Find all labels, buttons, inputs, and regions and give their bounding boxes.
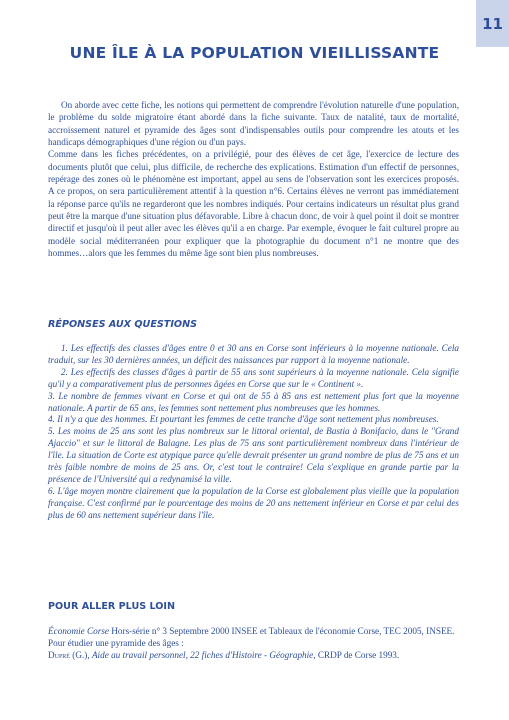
references (48, 626, 459, 662)
answer-item: 3. Le nombre de femmes vivant en Corse et qui ont de 55 à 85 ans est nettement plus fort que la moyenne nationale. A partir de 65 ans, les femmes sont nettement plus nombreuses que les hommes. (48, 390, 459, 413)
reference-1-title: Économie Corse (48, 626, 109, 636)
intro-paragraph: Comme dans les fiches précédentes, on a privilégié, pour des élèves de cet âge, l'exercice de lecture des documents plutôt que celui, plus difficile, de recherche des explications. Estimation d'un effectif de personnes, repérage des zones où le phénomène est important, appel au sens de l'observation sont les exercices proposés. A ce propos, on sera particulièrement attentif à la question n°6. Certains élèves ne verront pas immédiatement la réponse parce qu'ils ne regarderont que les nombres indiqués. Pour certains indicateurs un résultat plus grand peut être la marque d'une situation plus défavorable. Libre à chacun donc, de voir à quel point il doit se montrer directif et jusqu'où il peut aller avec les élèves qu'il a en charge. Par exemple, évoquer le fait culturel propre au modèle social méditerranéen pour expliquer que la photographie du document n°1 ne montre que des hommes…alors que les femmes du même âge sont bien plus nombreuses. (48, 149, 459, 259)
reference-1 (48, 626, 459, 638)
reference-2-details: , CRDP de Corse 1993. (313, 649, 400, 660)
intro-paragraph: On aborde avec cette fiche, les notions qui permettent de comprendre l'évolution naturelle d'une population, le problème du solde migratoire étant abordé dans la fiche suivante. Taux de natalité, taux de mortalité, accroissement naturel et pyramide des âges sont d'indispensables outils pour comprendre les atouts et les handicaps démographiques d'une région ou d'un pays. (48, 100, 459, 148)
answer-item: 4. Il n'y a que des hommes. Et pourtant les femmes de cette tranche d'âge sont nettement plus nombreuses. (48, 414, 439, 425)
reference-2 (48, 650, 459, 662)
intro-text (48, 99, 459, 259)
answer-item: 2. Les effectifs des classes d'âges à partir de 55 ans sont supérieurs à la moyenne nationale. Cela signifie qu'il y a comparativement plus de personnes âgées en Corse que sur le « Continent ». (48, 366, 459, 389)
answer-item: 6. L'âge moyen montre clairement que la population de la Corse est globalement plus vieille que la population française. C'est confirmé par le pourcentage des moins de 20 ans nettement inférieur en Corse et par celui des plus de 60 ans nettement supérieur dans l'île. (48, 485, 459, 520)
page-number-tab (476, 0, 509, 47)
reference-2-author: Dupré (48, 649, 70, 660)
page-number: 11 (482, 14, 503, 33)
section-title-plus-loin: POUR ALLER PLUS LOIN (48, 601, 176, 612)
reference-2-initial: (G.), (69, 649, 92, 660)
reference-2-title: Aide au travail personnel, 22 fiches d'Histoire - Géographie (91, 649, 314, 660)
reference-1-details: Hors-série n° 3 Septembre 2000 INSEE et Tableaux de l'économie Corse, TEC 2005, INSEE. (108, 626, 455, 636)
answer-item: 1. Les effectifs des classes d'âges entre 0 et 30 ans en Corse sont inférieurs à la moyenne nationale. Cela traduit, sur les 30 dernières années, un déficit des naissances par rapport à la moyenne nationale. (48, 343, 459, 365)
page-title: UNE ÎLE À LA POPULATION VIEILLISSANTE (69, 44, 440, 62)
answer-item: 5. Les moins de 25 ans sont les plus nombreux sur le littoral oriental, de Bastia à Bonifacio, dans le "Grand Ajaccio" et sur le littoral de Balagne. Les plus de 75 ans sont particulièrement nombreux dans l'intérieur de l'île. La situation de Corte est atypique parce qu'elle devrait présenter un grand nombre de plus de 75 ans et un très faible nombre de moins de 25 ans. Or, c'est tout le contraire! Cela s'explique en grande partie par la présence de l'Université qui a redynamisé la ville. (48, 426, 459, 484)
reference-2-intro: Pour étudier une pyramide des âges : (48, 637, 184, 648)
section-title-reponses: RÉPONSES AUX QUESTIONS (48, 319, 198, 330)
answers-list (48, 343, 459, 522)
